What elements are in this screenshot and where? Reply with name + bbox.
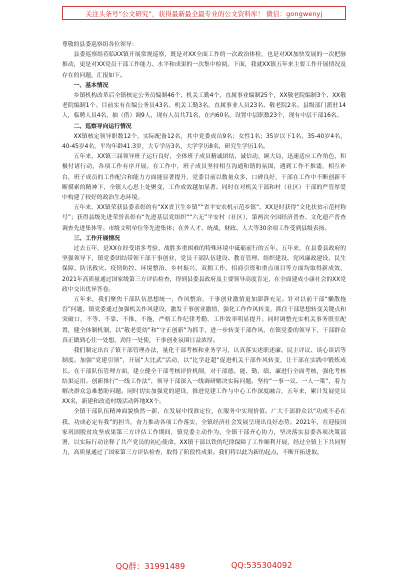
paragraph: 县委巡察组莅临XX镇开展常规巡察，既是对XX全面工作的一次政治体检，也是对XX加快发展的一次把脉推动，更是对XX党员干部工作能力、水平和成果的一次集中检阅。下面，我就XX镇五年来主要工作开展情况及存在的问题，汇报如下。	[62, 52, 346, 79]
section-heading: 一、基本情况	[73, 82, 109, 89]
footer-qq-group: QQ群：31991489	[115, 562, 186, 571]
paragraph: 过去五年，是XX在经受诸多考验、战胜多重困难的特殊环境中砥砺前行的五年。五年来，在县委县政府的坚强领导下，镇党委团结带领干部干事创业，党员干部队伍建设、教育管理、组织建设、党风廉政建设、民生保障、防汛救灾、疫情防控、环境整治、乡村振兴、双拥工作、招商引资和重点项目等方面均取得新成效，2021年高质量通过国家级第三方评估检查，得到县委县政府及主要领导高度肯定，在全面建成小康社会的XX党政中交出优异答卷。	[62, 246, 346, 293]
header-banner	[62, 6, 346, 20]
footer-qq-contact: QQ:535304092	[231, 561, 293, 570]
banner-text: 关注头条号“公文研究”，获得最新最全最专业的公文资料库！ 微信：gongwenyj	[85, 9, 323, 18]
section-heading: 三、工作开展情况	[73, 235, 120, 242]
footer	[0, 561, 408, 573]
paragraph: 五年来，我们聚焦干部队伍思想统一，作风整治，干事创业激情更加澎湃充足。针对以前干部“懒散拖沓”问题，镇党委通过加强机关作风建设，激发干事创业激情，强化工作作风转变，抓住干部思想转变关键点和突破口，不等、不靠、不推、不拖，严格工作纪律考勤，工作效率明显提升。同时调整充实机关事务股室配置，健全体制机制，以“敬老爱幼”和“守正创新”为抓手，进一步转变干部作风，在镇党委的领导下，干部群众真正做到心往一处想、劲往一处使，干事创业氛围日益浓厚。	[62, 297, 346, 344]
paragraph: 五年来，XX镇三届领导班子运行良好，全体班子成员精诚团结、诚信动、顾大局，迅速适应工作角色，积极付诸行动，各项工作有序开展。在工作中，班子成员坚持相互沟通和谐的氛围，遇到工作不推诿，相互补台，班子成员的工作配合和能力方面能显著提升，党委目前以数量众多，口碑良好，干部在工作中不断创新不断摸索的精神下，全镇人心思上处聚变，工作成效越加显著。同时在对机关干部和村（社区）干部的严管厚爱中构建了较好的政治生态环境。	[62, 154, 346, 202]
paragraph: XX镇核定领导职数12个，实际配备12名，其中党委成员9名；女性1名；35岁以下1名，35-40岁4名，40-45岁4名，平均年龄41.3岁，大专学历3名，大学学历8名，研究生学历1名。	[62, 133, 346, 151]
salutation: 尊敬的县委巡察组各位领导：	[62, 42, 138, 48]
paragraph: 全镇干部队伍精神面貌焕然一新，在发展中找准定位，在服务中实现价值。广大干部群众以“功成不必在我、功成必定有我”的担当，奋力推动各项工作落实，全镇经济社会发展呈现出良好态势。2021年，在迎接国家巩固脱贫攻坚成果第三方评估工作期间，镇党委主动作为，全镇干部齐心协力，坚决落实县委各项决策部署，以实际行动诠释了共产党员的初心使命。XX镇干部以铁的纪律保障了工作顺利开展，经过全镇上下共同努力，高质量通过了国家第三方评估检查，取得了阶段性成果。我们将以此为新的起点，不断开拓进取。	[62, 409, 346, 457]
document-body	[62, 40, 346, 554]
paragraph: 乡镇机构改革后全镇核定公务员编制46个、机关工勤4个，直属事业编制25个，XX敬老院编制3个、XX敬老院编制1个。目前实有在编公务员43名、机关工勤3名，直属事业人员23名、敬老院2名。县级部门派驻14人，临聘人员4名，抽（借）调9人，现有人员共71名，在内60名，设置中层职数23个，现有中层干部16名。	[62, 93, 346, 120]
section-heading: 二、巡察导向运行情况	[73, 123, 132, 130]
paragraph: 我们制定出台了镇干部管理办法，量化干部考核和业务学习，认真落实述职述廉、民主评议、谈心谈话等制度。加强“党建引领”，开展“大比武”活动，以“比学赶超”促进机关干部作风转变，让干部在实践中锻炼成长。在干部队伍管理方面，建立健全干部考核评价机制，对干部德、能、勤、绩、廉进行全面考核，强化考核结果运用。创新推行“一线工作法”，领导干部深入一线调研解决实际问题。坚持“一事一议、一人一策”，着力解决群众急难愁盼问题。同时切实加强党的建设，推进党建工作与中心工作深度融合，五年来，累计发展党员XX名，新建和改造村级活动阵地XX个。	[62, 348, 346, 406]
paragraph: 五年来，XX镇荣获县委表彰的有“XX省卫生乡镇”“省平安农机示范乡镇”、XX是时获得“文化扶贫示范村称号”；获得县级先进荣誉表彰有“先进基层党组织”“六无”平安村（社区），第两次全国经济普查、文化遗产普查调查先进集体等。市级文明单位等先进集体；在外人才、统战、财政、人大等30余项工作受到县级表扬。	[62, 205, 346, 232]
